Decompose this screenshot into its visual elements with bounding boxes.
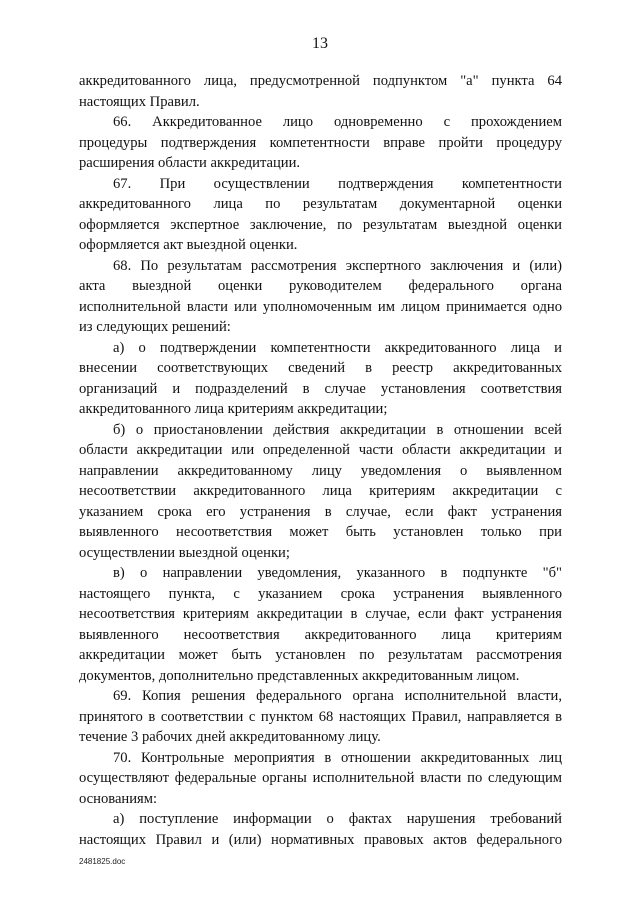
- text-line: б) о приостановлении действия аккредитации в отношении всей: [113, 421, 562, 438]
- text-line: настоящего пункта, с указанием срока устранения выявленного: [79, 585, 562, 602]
- text-line: 69. Копия решения федерального органа исполнительной власти,: [113, 688, 562, 704]
- text-line: несоответствии аккредитованного лица критериям аккредитации с: [79, 483, 562, 499]
- page-number: 13: [312, 35, 328, 52]
- body-text: [79, 71, 562, 850]
- text-line: процедуры подтверждения компетентности вправе пройти процедуру: [79, 134, 562, 151]
- text-line: оформляется акт выездной оценки.: [79, 237, 298, 253]
- document-file-footer: 2481825.doc: [79, 857, 126, 866]
- text-line: а) о подтверждении компетентности аккредитованного лица и: [113, 339, 562, 356]
- text-line: аккредитованного лица, предусмотренной подпунктом "а" пункта 64: [79, 73, 562, 89]
- text-line: из следующих решений:: [79, 319, 231, 335]
- text-line: осуществляют федеральные органы исполнительной власти по следующим: [79, 770, 562, 786]
- text-line: настоящих Правил и (или) нормативных правовых актов федерального: [79, 831, 562, 848]
- text-line: документов, дополнительно представленных аккредитованным лицом.: [79, 667, 520, 684]
- text-line: аккредитованного лица критериям аккредитации;: [79, 401, 388, 417]
- text-line: указанием срока его устранения в случае, если факт устранения: [79, 503, 562, 520]
- text-line: области аккредитации или определенной части области аккредитации и: [79, 442, 562, 458]
- text-line: организаций и подразделений в случае установления соответствия: [79, 380, 562, 397]
- text-line: выявленного несоответствия может быть установлен только при: [79, 524, 562, 540]
- text-line: течение 3 рабочих дней аккредитованному лицу.: [79, 729, 381, 745]
- text-line: в) о направлении уведомления, указанного в подпункте "б": [113, 565, 562, 581]
- text-line: выявленного несоответствия аккредитованного лица критериям: [79, 626, 562, 643]
- text-line: внесении соответствующих сведений в реестр аккредитованных: [79, 360, 562, 376]
- text-line: аккредитации может быть установлен по результатам рассмотрения: [79, 647, 562, 663]
- text-line: расширения области аккредитации.: [79, 155, 301, 171]
- text-line: аккредитованного лица по результатам документарной оценки: [79, 196, 562, 212]
- text-line: настоящих Правил.: [79, 93, 200, 110]
- text-line: а) поступление информации о фактах нарушения требований: [113, 811, 562, 827]
- text-line: 70. Контрольные мероприятия в отношении аккредитованных лиц: [113, 749, 562, 766]
- text-line: 66. Аккредитованное лицо одновременно с прохождением: [113, 114, 562, 130]
- text-line: основаниям:: [79, 790, 158, 807]
- text-line: исполнительной власти или уполномоченным им лицом принимается одно: [79, 298, 562, 315]
- text-line: оформляется экспертное заключение, по результатам выездной оценки: [79, 216, 562, 233]
- text-line: акта выездной оценки руководителем федерального органа: [79, 278, 562, 294]
- text-line: 67. При осуществлении подтверждения компетентности: [113, 175, 562, 192]
- text-line: осуществлении выездной оценки;: [79, 544, 290, 561]
- text-line: принятого в соответствии с пунктом 68 настоящих Правил, направляется в: [79, 708, 562, 725]
- text-line: несоответствия критериям аккредитации в случае, если факт устранения: [79, 606, 562, 622]
- text-line: 68. По результатам рассмотрения экспертного заключения и (или): [113, 257, 562, 274]
- text-line: направлении аккредитованному лицу уведомления о выявленном: [79, 462, 562, 479]
